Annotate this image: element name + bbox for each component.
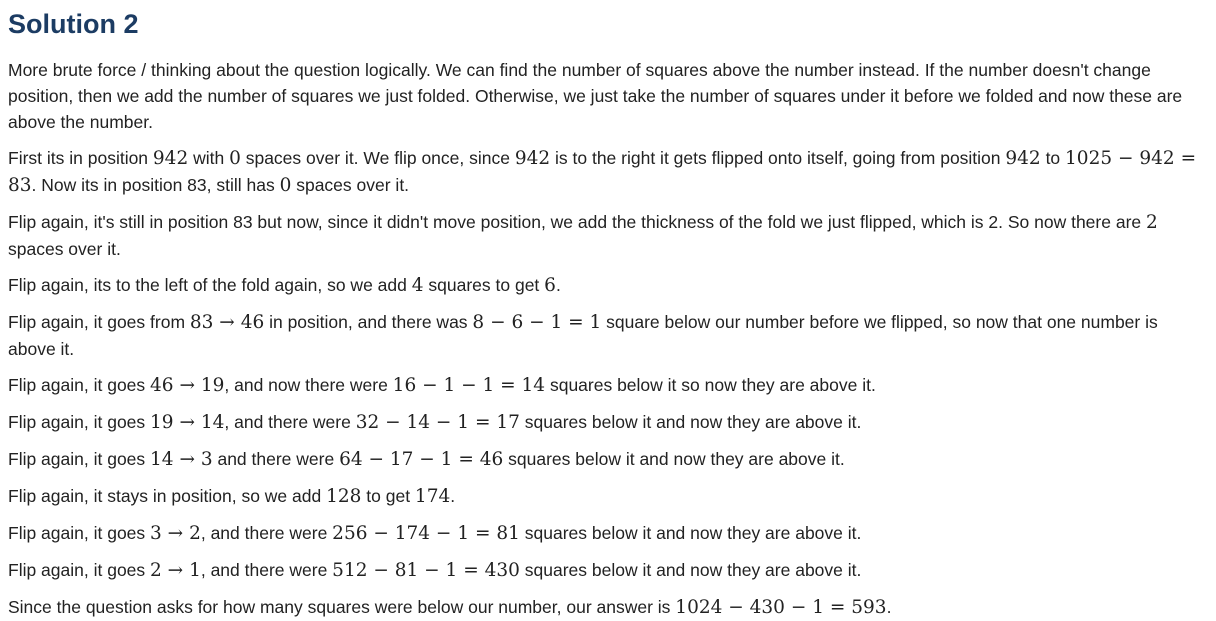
text-run: squares below it and now they are above it. [503,449,845,469]
math-expression: 174 [414,486,451,507]
math-expression: 64 − 17 − 1 = 46 [339,449,504,470]
text-run: . Now its in position 83, still has [31,175,280,195]
math-expression: 1024 − 430 − 1 = 593 [675,597,887,618]
text-run: spaces over it. [291,175,410,195]
text-run: First its in position [8,148,153,168]
text-run: squares to get [423,275,545,295]
text-run: Flip again, it goes from [8,312,190,332]
solution-heading: Solution 2 [8,9,139,39]
math-expression: 4 [411,275,424,296]
solution-paragraph [8,372,1208,399]
math-expression: 3 → 2 [150,523,201,544]
solution-paragraph [8,483,1208,510]
text-run: , and there were [200,560,333,580]
math-expression: 8 − 6 − 1 = 1 [472,312,602,333]
text-run: in position, and there was [264,312,473,332]
text-run: Flip again, it goes [8,375,151,395]
math-expression: 0 [279,175,292,196]
text-run: spaces over it. We flip once, since [240,148,515,168]
text-run: squares below it and now they are above it. [519,412,862,432]
text-run: , and there were [224,412,356,432]
math-expression: 0 [229,148,241,169]
solution-paragraph [8,209,1208,262]
text-run: to get [361,486,415,506]
text-run: Flip again, it goes [8,412,151,432]
text-run: squares below it so now they are above it. [545,375,876,395]
solution-paragraph [8,557,1208,584]
text-run: . [450,486,456,506]
text-run: is to the right it gets flipped onto itself, going from position [550,148,1006,168]
math-expression: 512 − 81 − 1 = 430 [332,560,520,581]
math-expression: 1025 − 942 = 83 [8,148,1197,196]
text-run: . [886,597,892,617]
math-expression: 942 [514,148,551,169]
math-expression: 32 − 14 − 1 = 17 [355,412,520,433]
text-run: . [555,275,561,295]
math-expression: 256 − 174 − 1 = 81 [332,523,520,544]
solution-paragraph [8,57,1208,135]
text-run: squares below it and now they are above it. [519,523,862,543]
text-run: squares below it and now they are above it. [519,560,862,580]
math-expression: 128 [326,486,362,507]
text-run: Flip again, it stays in position, so we add [8,486,327,506]
text-run: Flip again, it goes [8,560,151,580]
text-run: , and there were [200,523,333,543]
math-expression: 14 → 3 [150,449,213,470]
math-expression: 6 [544,275,556,296]
math-expression: 46 → 19 [150,375,225,396]
math-expression: 16 − 1 − 1 = 14 [392,375,546,396]
text-run: Flip again, it's still in position 83 but now, since it didn't move position, we add the thickness of the fold we just flipped, which is 2. So now there are [8,212,1146,232]
text-run: Since the question asks for how many squares were below our number, our answer is [8,597,676,617]
math-expression: 19 → 14 [150,412,225,433]
solution-paragraph [8,520,1208,547]
text-run: spaces over it. [8,239,121,259]
solution-paragraph [8,409,1208,436]
math-expression: 83 → 46 [189,312,265,333]
solution-paragraph [8,272,1208,299]
solution-paragraph [8,145,1208,199]
math-expression: 2 → 1 [150,560,201,581]
text-run: Flip again, it goes [8,523,151,543]
text-run: More brute force / thinking about the question logically. We can find the number of squares above the number instead. If the number doesn't change position, then we add the number of squares we just folded. Otherwise, we just take the number of squares under it before we folded and now these are above the number. [8,60,1183,132]
solution-paragraph [8,446,1208,473]
text-run: with [188,148,230,168]
text-run: , and now there were [224,375,393,395]
solution-paragraph [8,309,1208,362]
text-run: to [1040,148,1066,168]
math-expression: 942 [1005,148,1041,169]
text-run: square below our number before we flipped, so now that one number is above it. [8,312,1158,359]
text-run: and there were [212,449,340,469]
math-expression: 942 [152,148,189,169]
solution-body [8,57,1208,621]
solution-paragraph [8,594,1208,621]
math-expression: 2 [1146,212,1158,233]
text-run: Flip again, it goes [8,449,151,469]
text-run: Flip again, its to the left of the fold again, so we add [8,275,412,295]
